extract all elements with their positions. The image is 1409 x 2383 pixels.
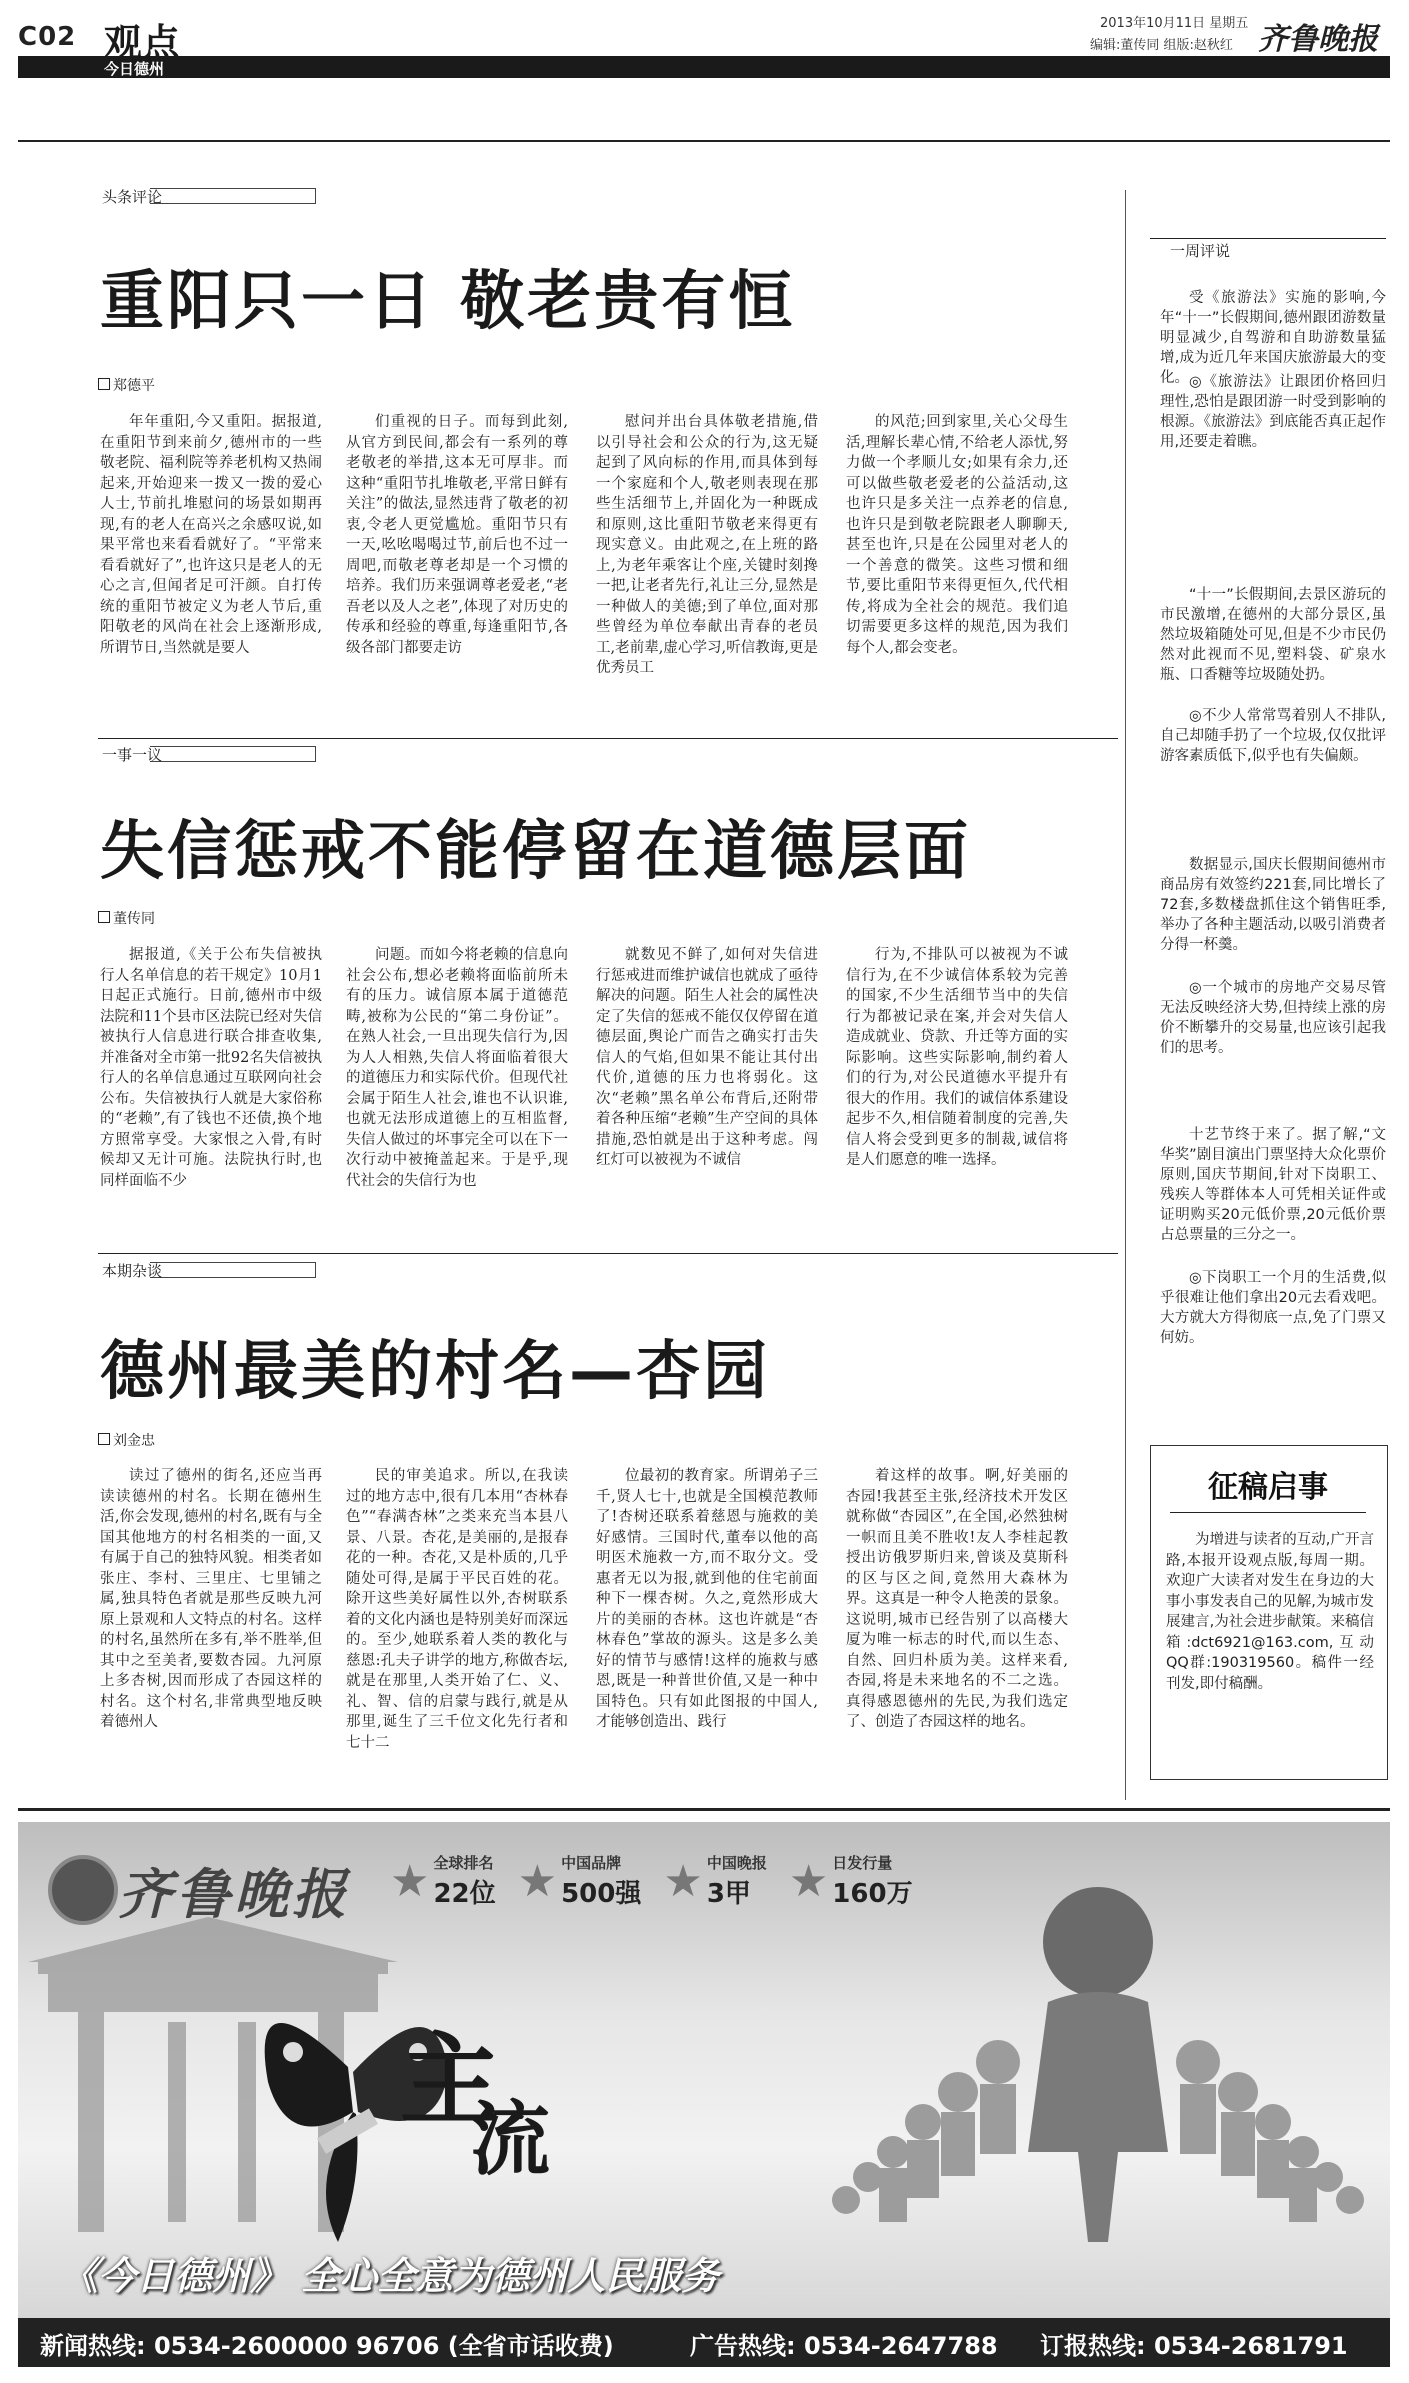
headline: 失信惩戒不能停留在道德层面	[100, 815, 971, 889]
sidebar-tag: 一周评说	[1170, 242, 1231, 260]
stat-value: 22位	[433, 1879, 496, 1909]
star-icon: ★	[788, 1855, 829, 1907]
stat-value: 500强	[561, 1879, 642, 1909]
article-column: 慰问并出台具体敬老措施,借以引导社会和公众的行为,这无疑起到了风向标的作用,而具体到每一个家庭和个人,敬老则表现在那些生活细节上,并固化为一种既成和原则,这比重阳节敬老来得更有现实意义。由此观之,在上班的路上,为老年乘客让个座,关键时刻搀一把,让老者先行,礼让三分,显然是一种做人的美德;到了单位,面对那些曾经为单位奉献出青春的老员工,老前辈,虚心学习,听信教诲,更是优秀员工	[596, 414, 818, 676]
subsection-title: 今日德州	[104, 60, 165, 78]
weekly-item: “十一”长假期间,去景区游玩的市民激增,在德州的大部分景区,虽然垃圾箱随处可见,但是不少市民仍然对此视而不见,塑料袋、矿泉水瓶、口香糖等垃圾随处扔。	[1160, 587, 1386, 683]
article-column: 的风范;回到家里,关心父母生活,理解长辈心情,不给老人添忧,努力做一个孝顺儿女;如果有余力,还可以做些敬老爱老的公益活动,这也许只是多关注一点养老的信息,也许只是到敬老院跟老人聊聊天,甚至也许,只是在公园里对老人的一个善意的微笑。这些习惯和细节,要比重阳节来得更恒久,代代相传,将成为全社会的规范。我们追切需要更多这样的规范,因为我们每个人,都会变老。	[846, 414, 1068, 656]
tag-box	[150, 188, 316, 204]
ad-slogan-secondary: 流	[470, 2092, 550, 2186]
article-column: 问题。而如今将老赖的信息向社会公布,想必老赖将面临前所未有的压力。诚信原本属于道德范畴,被称为公民的“第二身份证”。在熟人社会,一旦出现失信行为,因为人人相熟,失信人将面临着很大的道德压力和实际代价。但现代社会属于陌生人社会,谁也不认识谁,也就无法形成道德上的互相监督,失信人做过的坏事完全可以在下一次行动中被掩盖起来。于是乎,现代社会的失信行为也	[346, 947, 568, 1189]
header-bar	[18, 56, 1390, 78]
weekly-item: 数据显示,国庆长假期间德州市商品房有效签约221套,同比增长了72套,多数楼盘抓住这个销售旺季,举办了各种主题活动,以吸引消费者分得一杯羹。	[1160, 857, 1386, 953]
article-column: 据报道,《关于公布失信被执行人名单信息的若干规定》10月1日起正式施行。日前,德州市中级法院和11个县市区法院已经对失信被执行人信息进行联合排查收集,并准备对全市第一批92名失信被执行人的名单信息通过互联网向社会公布。失信被执行人就是大家俗称的“老赖”,有了钱也不还债,换个地方照常享受。大家恨之入骨,有时候却又无计可施。法院执行时,也同样面临不少	[100, 947, 322, 1189]
page-code: C02	[18, 22, 77, 52]
ad-hotline: 广告热线: 0534-2647788	[690, 2332, 998, 2360]
weekly-item: 十艺节终于来了。据了解,“文华奖”剧目演出门票坚持大众化票价原则,国庆节期间,针对下岗职工、残疾人等群体本人可凭相关证件或证明购买20元低价票,20元低价票占总票量的三分之一。	[1160, 1127, 1386, 1243]
article-column: 着这样的故事。啊,好美丽的杏园!我甚至主张,经济技术开发区就称做“杏园区”,在全国,必然独树一帜而且美不胜收!友人李桂起教授出访俄罗斯归来,曾谈及莫斯科的区与区之间,竟然用大森林为界。这真是一种令人艳羡的景象。这说明,城市已经告别了以高楼大厦为唯一标志的时代,而以生态、自然、回归朴质为美。这样来看,杏园,将是未来地名的不二之选。真得感恩德州的先民,为我们选定了、创造了杏园这样的地名。	[846, 1468, 1068, 1730]
article-column: 民的审美追求。所以,在我读过的地方志中,很有几本用“杏林春色”“春满杏林”之类来充当本县八景、八景。杏花,是美丽的,是报春花的一种。杏花,又是朴质的,几乎随处可得,是属于平民百姓的花。除开这些美好属性以外,杏树联系着的文化内涵也是特别美好而深远的。至少,她联系着人类的教化与慈恩:孔夫子讲学的地方,称做杏坛,就是在那里,人类开始了仁、义、礼、智、信的启蒙与践行,就是从那里,诞生了三千位文化先行者和七十二	[346, 1468, 568, 1751]
stat-item	[663, 1852, 766, 1910]
divider	[98, 738, 1118, 739]
article-column: 年年重阳,今又重阳。据报道,在重阳节到来前夕,德州市的一些敬老院、福利院等养老机构又热闹起来,开始迎来一拨又一拨的爱心人士,节前扎堆慰问的场景如期再现,有的老人在高兴之余感叹说,如果平常也来看看就好了。“平常来看看就好了”,也许这只是老人的无心之言,但闻者足可汗颜。自打传统的重阳节被定义为老人节后,重阳敬老的风尚在社会上逐渐形成,所谓节日,当然就是要人	[100, 414, 322, 656]
article-column: 行为,不排队可以被视为不诚信行为,在不少诚信体系较为完善的国家,不少生活细节当中的失信行为都被记录在案,并会对失信人造成就业、贷款、升迁等方面的实际影响。这些实际影响,制约着人们的行为,对公民道德水平提升有很大的作用。我们的诚信体系建设起步不久,相信随着制度的完善,失信人将会受到更多的制裁,诚信将是人们愿意的唯一选择。	[846, 947, 1068, 1168]
stat-item	[518, 1852, 642, 1910]
divider	[98, 1253, 1118, 1254]
stat-item	[789, 1852, 913, 1910]
weekly-comment: ◎不少人常常骂着别人不排队,自己却随手扔了一个垃圾,仅仅批评游客素质低下,似乎也有失偏颇。	[1160, 708, 1386, 764]
headline: 德州最美的村名—杏园	[100, 1335, 770, 1409]
ad-brand-name: 齐鲁晚报	[118, 1862, 350, 1926]
weekly-comment: ◎下岗职工一个月的生活费,似乎很难让他们拿出20元去看戏吧。大方就大方得彻底一点,免了门票又何妨。	[1160, 1270, 1386, 1346]
article-column: 就数见不鲜了,如何对失信进行惩戒进而维护诚信也就成了亟待解决的问题。陌生人社会的属性决定了失信的惩戒不能仅仅停留在道德层面,舆论广而告之确实打击失信人的气焰,但如果不能让其付出代价,道德的压力也将弱化。这次“老赖”黑名单公布背后,还附带着各种压缩“老赖”生产空间的具体措施,恐怕就是出于这种考虑。闯红灯可以被视为不诚信	[596, 947, 818, 1168]
stat-label: 中国晚报	[706, 1854, 767, 1872]
article-tag: 一事一议	[102, 746, 163, 764]
divider	[1170, 1512, 1366, 1513]
weekly-item: 受《旅游法》实施的影响,今年“十一”长假期间,德州跟团游数量明显减少,自驾游和自助游数量猛增,成为近几年来国庆旅游最大的变化。	[1160, 290, 1386, 386]
section-title: 观点	[104, 21, 181, 65]
sidebar-divider	[1125, 190, 1126, 1800]
stat-value: 3甲	[706, 1879, 751, 1909]
stat-item	[390, 1852, 496, 1910]
star-icon: ★	[390, 1855, 430, 1907]
star-icon: ★	[663, 1855, 703, 1907]
stat-value: 160万	[832, 1879, 913, 1909]
article-column: 们重视的日子。而每到此刻,从官方到民间,都会有一系列的尊老敬老的举措,这本无可厚非。而这种“重阳节扎堆敬老,平常日鲜有关注”的做法,显然违背了敬老的初衷,令老人更觉尴尬。重阳节只有一天,吆吆喝喝过节,前后也不过一周吧,而敬老尊老却是一个习惯的培养。我们历来强调尊老爱老,“老吾老以及人之老”,体现了对历史的传承和经验的尊重,每逢重阳节,各级各部门都要走访	[346, 414, 568, 656]
stats-row	[390, 1852, 913, 1910]
weekly-comment: ◎《旅游法》让跟团价格回归理性,恐怕是跟团游一时受到影响的根源。《旅游法》到底能否真正起作用,还要走着瞧。	[1160, 374, 1386, 450]
tag-box	[150, 1262, 316, 1278]
call-for-papers-title: 征稿启事	[1208, 1470, 1328, 1505]
figures-graphic	[832, 1887, 1364, 2242]
subscription-hotline: 订报热线: 0534-2681791	[1040, 2332, 1348, 2360]
article-tag: 本期杂谈	[102, 1262, 163, 1280]
newspaper-logo: 齐鲁晚报	[1258, 22, 1378, 57]
editor-credits: 编辑:董传同 组版:赵秋红	[1090, 38, 1233, 53]
byline: 董传同	[98, 908, 155, 928]
star-icon: ★	[517, 1855, 558, 1907]
article-column: 位最初的教育家。所谓弟子三千,贤人七十,也就是全国模范教师了!杏树还联系着慈恩与施救的美好感情。三国时代,董奉以他的高明医术施救一方,而不取分文。受惠者无以为报,就到他的住宅前面种下一棵杏树。久之,竟然形成大片的美丽的杏林。这也许就是“杏林春色”掌故的源头。这是多么美好的情节与感情!这样的施救与感恩,既是一种普世价值,又是一种中国特色。只有如此图报的中国人,才能够创造出、践行	[596, 1468, 818, 1730]
article-column: 读过了德州的街名,还应当再读读德州的村名。长期在德州生活,你会发现,德州的村名,既有与全国其他地方的村名相类的一面,又有属于自己的独特风貌。相类者如张庄、李村、三里庄、七里铺之属,独具特色者就是那些反映九河原上景观和人文特点的村名。这样的村名,虽然所在多有,举不胜举,但其中之至美者,要数杏园。九河原上多杏树,因而形成了杏园这样的村名。这个村名,非常典型地反映着德州人	[100, 1468, 322, 1730]
sidebar-rule	[1150, 238, 1386, 239]
stat-label: 全球排名	[433, 1854, 494, 1872]
stat-label: 日发行量	[832, 1854, 893, 1872]
issue-date: 2013年10月11日 星期五	[1100, 16, 1249, 31]
article-tag: 头条评论	[102, 188, 163, 206]
headline: 重阳只一日 敬老贵有恒	[100, 265, 796, 339]
stat-label: 中国品牌	[561, 1854, 622, 1872]
weekly-comment: ◎一个城市的房地产交易尽管无法反映经济大势,但持续上涨的房价不断攀升的交易量,也应该引起我们的思考。	[1160, 980, 1386, 1056]
brand-logo-icon	[48, 1855, 118, 1925]
ad-tagline: 《今日德州》 全心全意为德州人民服务	[60, 2254, 720, 2298]
ad-top-rule	[18, 1808, 1390, 1811]
top-rule	[18, 140, 1390, 142]
call-for-papers-body: 为增进与读者的互动,广开言路,本报开设观点版,每周一期。欢迎广大读者对发生在身边的大事小事发表自己的见解,为城市发展建言,为社会进步献策。来稿信箱:dct6921@163.com,互动QQ群:190319560。稿件一经刊发,即付稿酬。	[1166, 1532, 1374, 1692]
news-hotline: 新闻热线: 0534-2600000 96706 (全省市话收费)	[40, 2332, 614, 2360]
byline: 刘金忠	[98, 1430, 155, 1450]
ad-slogan-main: 主	[400, 2021, 500, 2139]
tag-box	[150, 746, 316, 762]
byline: 郑德平	[98, 375, 155, 395]
